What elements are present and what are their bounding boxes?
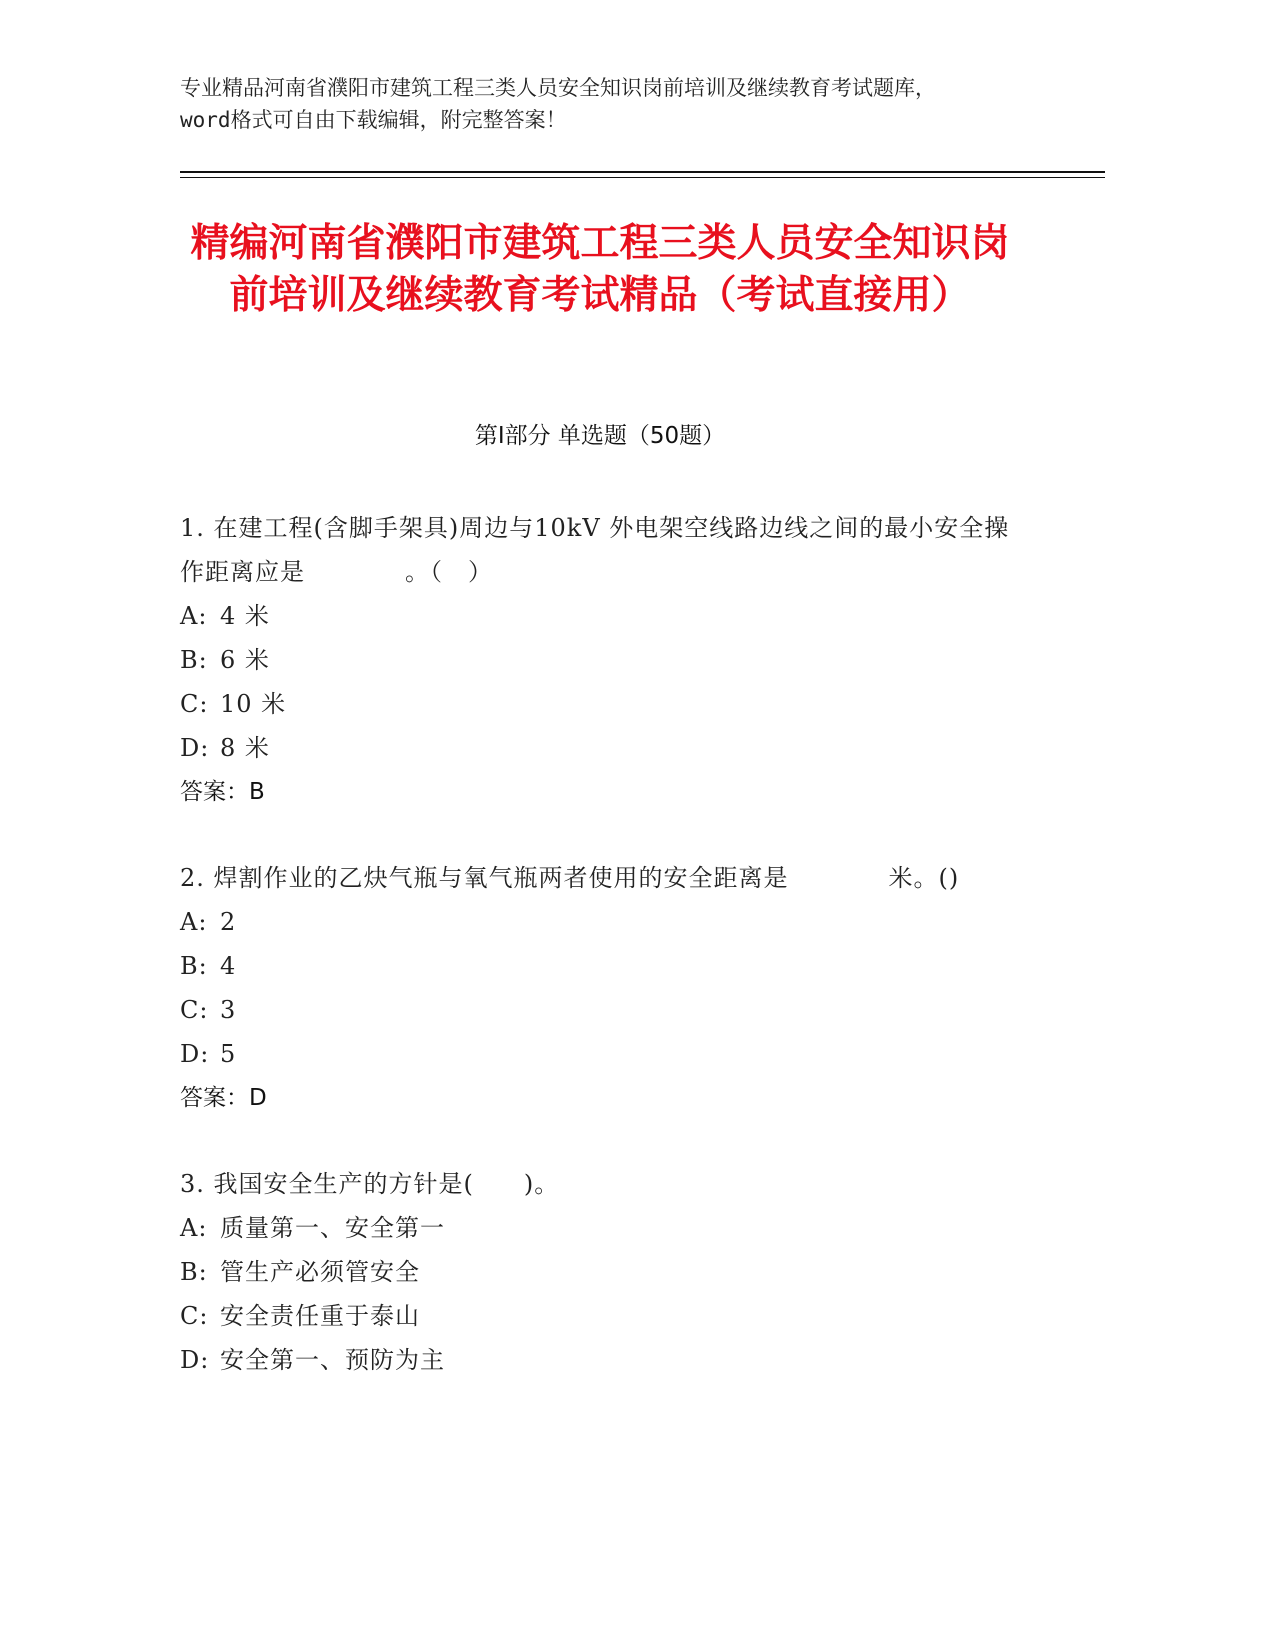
option-text: 5 xyxy=(220,1040,237,1068)
option-key: D: xyxy=(180,734,210,762)
option-b xyxy=(180,638,1020,682)
option-a xyxy=(180,900,1020,944)
section-title: 第Ⅰ部分 单选题（50题） xyxy=(474,423,726,449)
header-divider-thin xyxy=(180,177,1105,178)
option-b xyxy=(180,1250,1020,1294)
option-text: 安全责任重于泰山 xyxy=(220,1302,420,1330)
option-key: B: xyxy=(180,952,208,980)
option-text: 10 米 xyxy=(220,690,287,718)
option-key: C: xyxy=(180,690,209,718)
option-b xyxy=(180,944,1020,988)
option-text: 管生产必须管安全 xyxy=(220,1258,420,1286)
option-key: C: xyxy=(180,1302,209,1330)
option-d xyxy=(180,1338,1020,1382)
option-text: 2 xyxy=(220,908,237,936)
option-key: A: xyxy=(180,1214,208,1242)
option-a xyxy=(180,594,1020,638)
option-text: 安全第一、预防为主 xyxy=(220,1346,445,1374)
question-list xyxy=(180,506,1020,1424)
document-title: 精编河南省濮阳市建筑工程三类人员安全知识岗前培训及继续教育考试精品（考试直接用） xyxy=(190,221,1010,318)
question-stem: 2. 焊割作业的乙炔气瓶与氧气瓶两者使用的安全距离是 米。() xyxy=(180,864,960,892)
question-answer: 答案：D xyxy=(180,1085,267,1111)
question-stem: 1. 在建工程(含脚手架具)周边与10kV 外电架空线路边线之间的最小安全操作距离应是 。（ ） xyxy=(180,514,1010,586)
question-answer: 答案：B xyxy=(180,779,265,805)
option-c xyxy=(180,988,1020,1032)
option-text: 4 xyxy=(220,952,237,980)
option-key: B: xyxy=(180,1258,208,1286)
header-note-line-1: 专业精品河南省濮阳市建筑工程三类人员安全知识岗前培训及继续教育考试题库， xyxy=(180,76,936,100)
question-2 xyxy=(180,856,1020,1120)
header-note xyxy=(180,72,1100,136)
option-c xyxy=(180,682,1020,726)
question-stem: 3. 我国安全生产的方针是( )。 xyxy=(180,1170,560,1198)
option-a xyxy=(180,1206,1020,1250)
header-divider-thick xyxy=(180,171,1105,173)
option-text: 8 米 xyxy=(220,734,270,762)
question-1 xyxy=(180,506,1020,814)
question-3 xyxy=(180,1162,1020,1382)
option-text: 4 米 xyxy=(220,602,270,630)
option-d xyxy=(180,726,1020,770)
option-text: 质量第一、安全第一 xyxy=(220,1214,445,1242)
option-d xyxy=(180,1032,1020,1076)
option-key: A: xyxy=(180,908,208,936)
option-text: 3 xyxy=(220,996,237,1024)
option-c xyxy=(180,1294,1020,1338)
option-key: D: xyxy=(180,1040,210,1068)
option-key: D: xyxy=(180,1346,210,1374)
option-key: B: xyxy=(180,646,208,674)
header-note-line-2: word格式可自由下载编辑，附完整答案！ xyxy=(180,108,567,132)
option-key: C: xyxy=(180,996,209,1024)
option-text: 6 米 xyxy=(220,646,270,674)
option-key: A: xyxy=(180,602,208,630)
